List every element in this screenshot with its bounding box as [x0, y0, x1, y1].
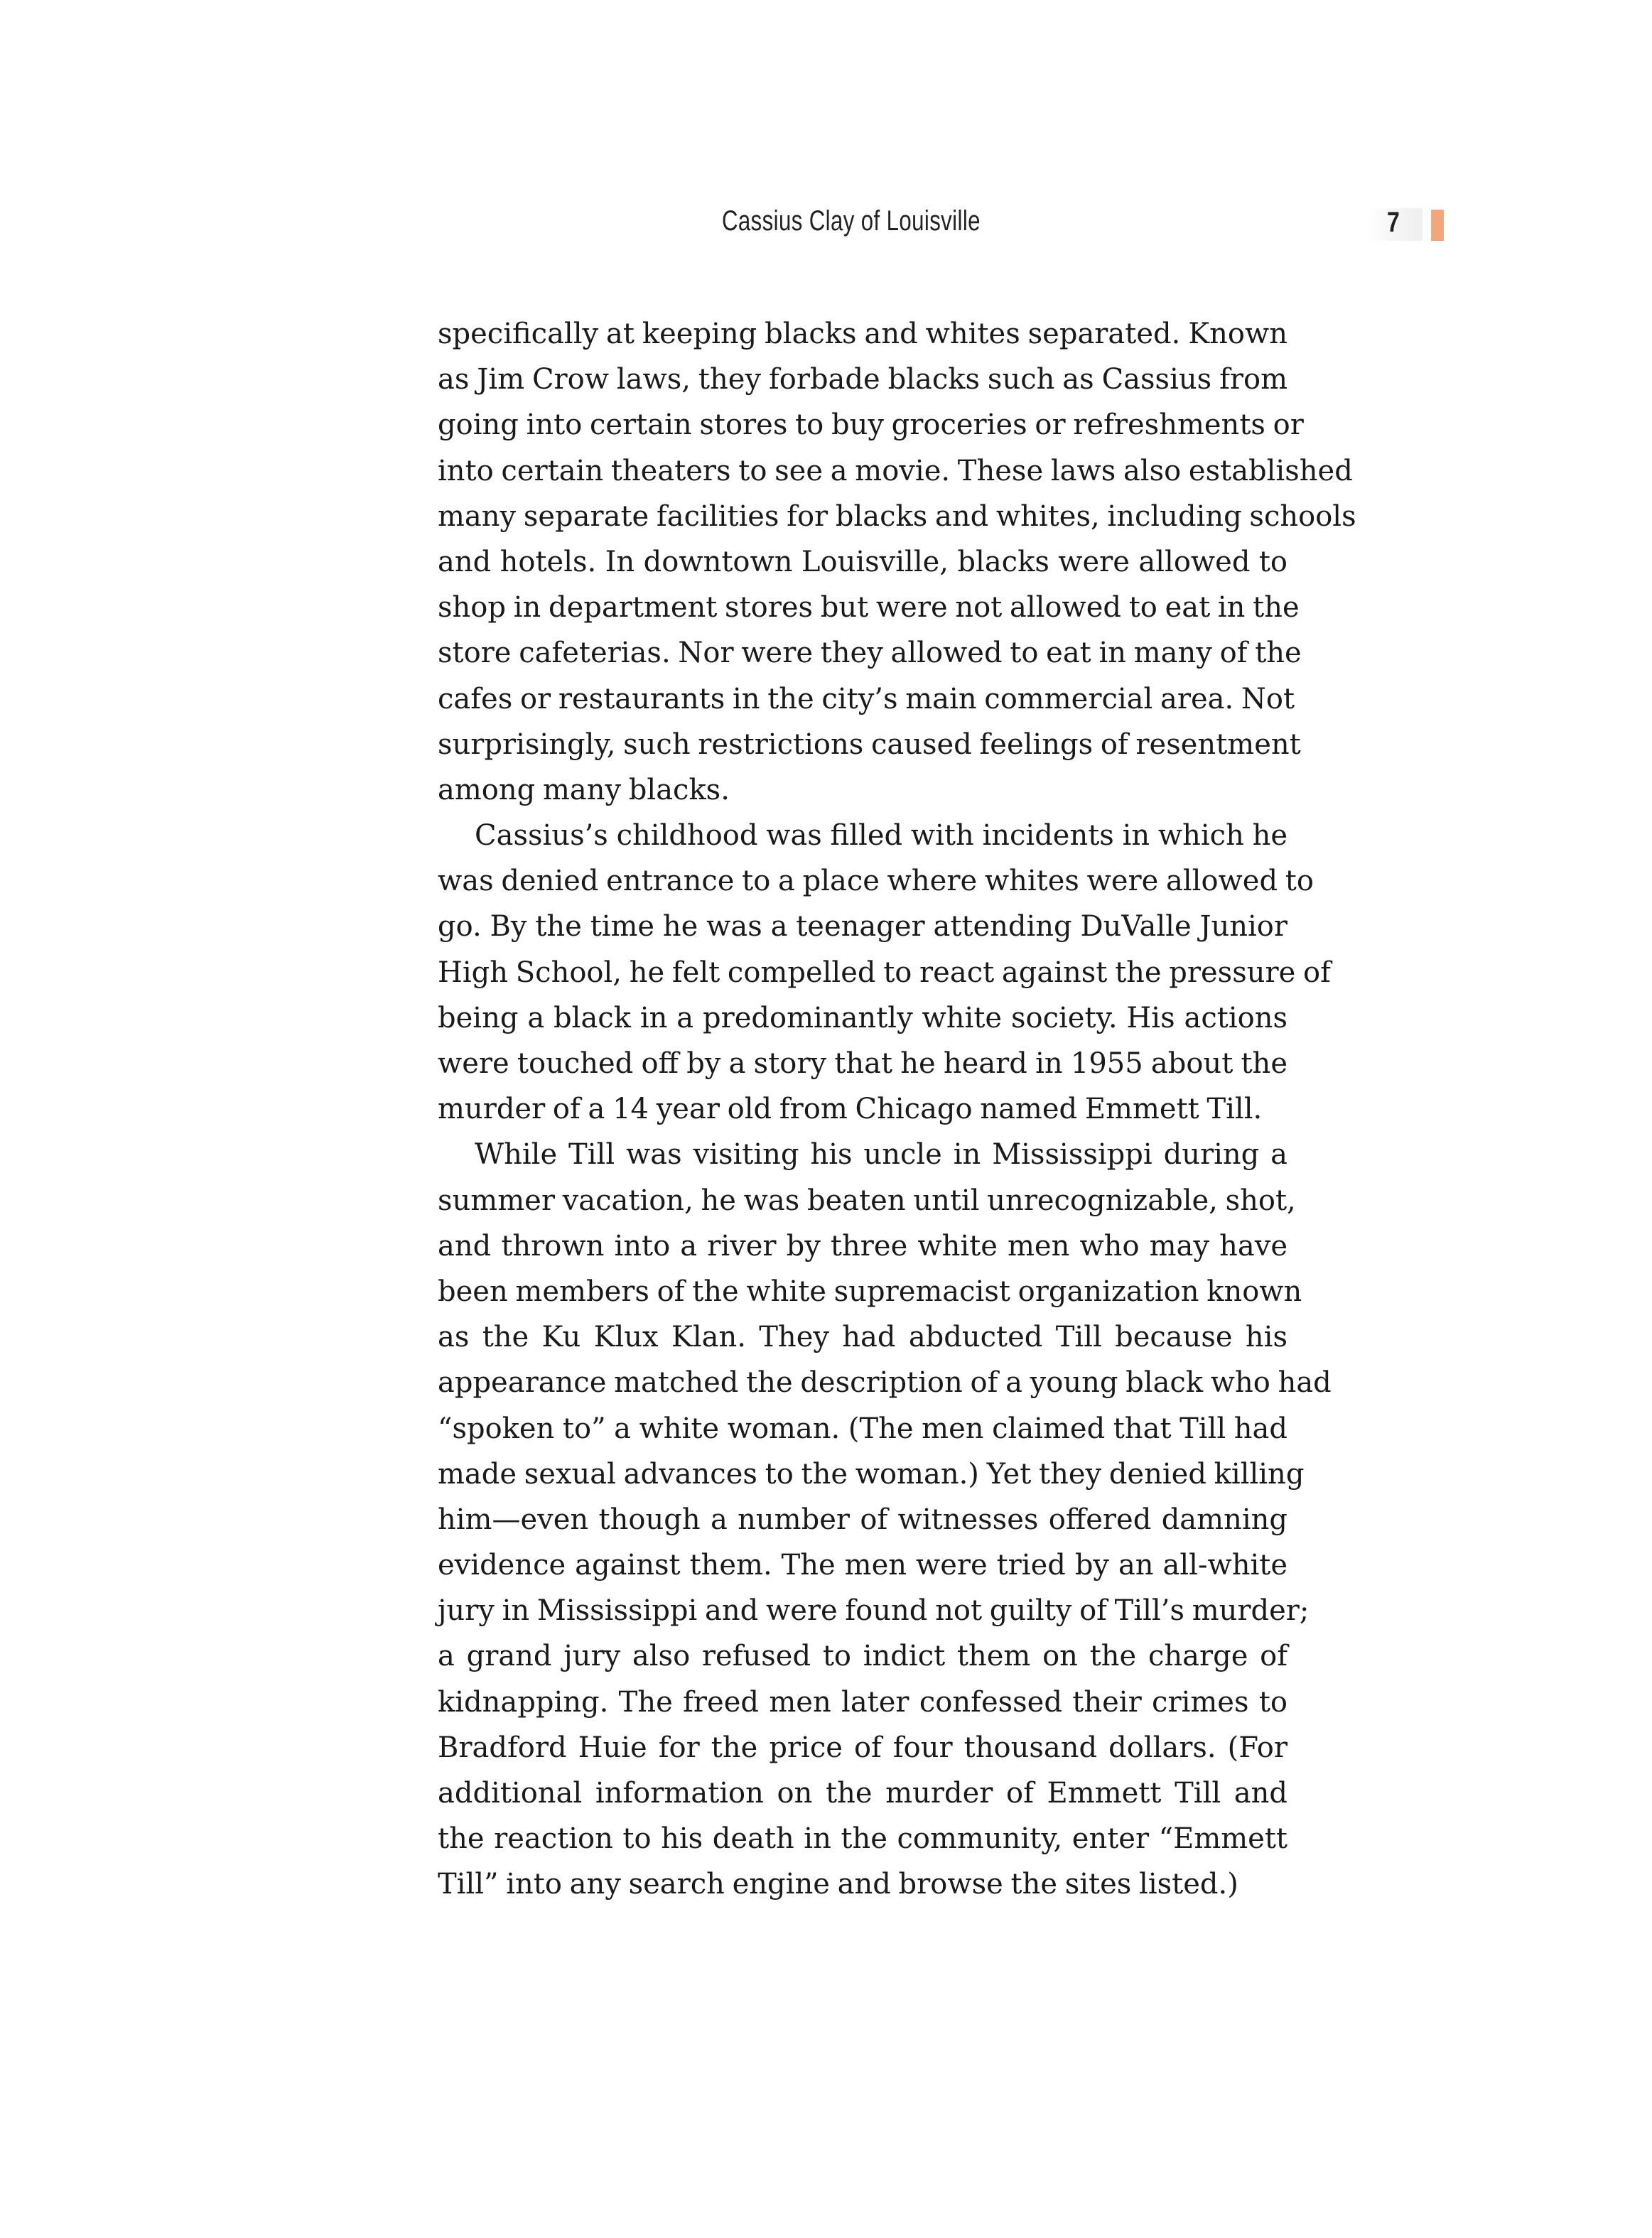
text-line: shop in department stores but were not allowed to eat in the: [438, 591, 1300, 625]
text-line: and hotels. In downtown Louisville, blacks were allowed to: [438, 545, 1287, 578]
text-line: While Till was visiting his uncle in Mississippi during a: [475, 1138, 1287, 1172]
running-header: [0, 201, 1652, 251]
text-line: the reaction to his death in the community, enter “Emmett: [438, 1822, 1287, 1856]
text-line: go. By the time he was a teenager attending DuValle Junior: [438, 910, 1287, 944]
text-line: Bradford Huie for the price of four thousand dollars. (For: [438, 1731, 1287, 1764]
text-line: and thrown into a river by three white men who may have: [438, 1229, 1287, 1263]
text-line: surprisingly, such restrictions caused feelings of resentment: [438, 728, 1301, 761]
text-line: made sexual advances to the woman.) Yet they denied killing: [438, 1457, 1305, 1491]
text-line: specifically at keeping blacks and whites separated. Known: [438, 318, 1287, 350]
text-line: as the Ku Klux Klan. They had abducted Till because his: [438, 1321, 1287, 1354]
text-line: “spoken to” a white woman. (The men claimed that Till had: [438, 1412, 1287, 1445]
text-line: him—even though a number of witnesses offered damning: [438, 1503, 1287, 1536]
text-line: Till” into any search engine and browse the sites listed.): [438, 1868, 1238, 1901]
text-line: a grand jury also refused to indict them on the charge of: [438, 1640, 1287, 1673]
text-line: High School, he felt compelled to react against the pressure of: [438, 956, 1331, 989]
text-line: many separate facilities for blacks and whites, including schools: [438, 499, 1356, 533]
body-text: [438, 311, 1356, 1908]
text-line: being a black in a predominantly white society. His actions: [438, 1001, 1287, 1034]
text-line: as Jim Crow laws, they forbade blacks such as Cassius from: [438, 363, 1287, 396]
text-line: among many blacks.: [438, 773, 730, 806]
running-title: Cassius Clay of Louisville: [722, 205, 981, 237]
text-line: murder of a 14 year old from Chicago named Emmett Till.: [438, 1093, 1263, 1126]
text-line: kidnapping. The freed men later confessed their crimes to: [438, 1685, 1287, 1719]
text-line: been members of the white supremacist organization known: [438, 1275, 1302, 1308]
text-line: were touched off by a story that he heard in 1955 about the: [438, 1047, 1287, 1080]
text-line: was denied entrance to a place where whites were allowed to: [438, 865, 1314, 898]
text-line: store cafeterias. Nor were they allowed to eat in many of the: [438, 637, 1302, 670]
page-accent-bar: [1431, 210, 1444, 241]
text-line: appearance matched the description of a young black who had: [438, 1366, 1332, 1400]
text-line: into certain theaters to see a movie. These laws also established: [438, 454, 1353, 487]
text-line: Cassius’s childhood was filled with incidents in which he: [475, 819, 1287, 853]
text-line: summer vacation, he was beaten until unrecognizable, shot,: [438, 1184, 1296, 1217]
page-number: 7: [1387, 207, 1400, 238]
text-line: evidence against them. The men were tried by an all-white: [438, 1549, 1287, 1582]
text-line: additional information on the murder of Emmett Till and: [438, 1777, 1287, 1810]
text-line: going into certain stores to buy groceries or refreshments or: [438, 409, 1304, 442]
text-line: jury in Mississippi and were found not guilty of Till’s murder;: [438, 1594, 1310, 1628]
text-line: cafes or restaurants in the city’s main commercial area. Not: [438, 682, 1295, 715]
